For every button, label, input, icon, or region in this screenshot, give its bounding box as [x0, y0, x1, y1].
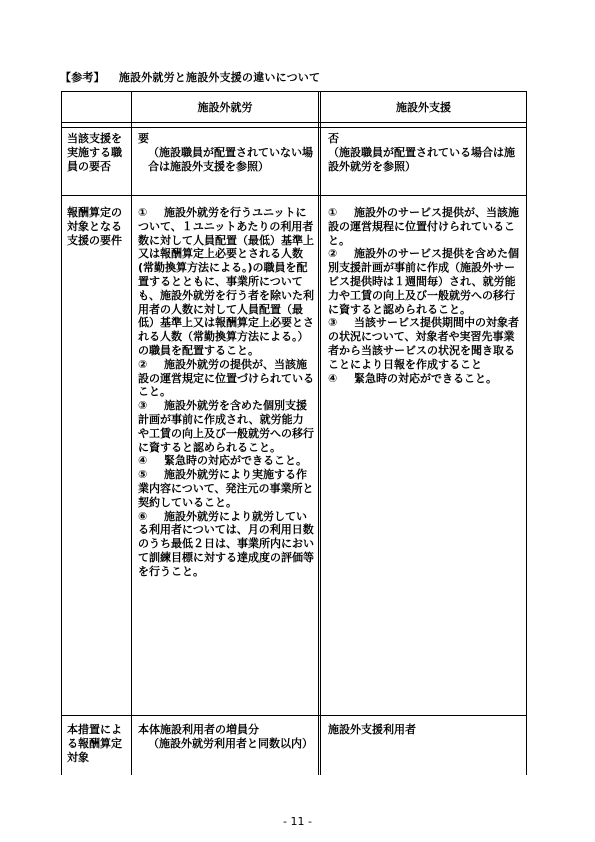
- row3-col1: [138, 723, 314, 751]
- item-number: ⑥: [138, 509, 148, 523]
- item-number: ①: [328, 206, 338, 219]
- item-number: ②: [138, 357, 148, 371]
- shuro-requirement-item: [138, 399, 314, 454]
- item-text: 施設外就労の提供が、当該施設の運営規定に位置づけられていること。: [138, 357, 314, 399]
- shuro-requirement-item: [138, 206, 314, 358]
- row3-col1-note: （施設外就労利用者と同数以内）: [148, 736, 313, 750]
- col-header-shisetsugai-shien: 施設外支援: [396, 101, 451, 114]
- row-label-requirements: 報酬算定の対象となる支援の要件: [67, 206, 122, 247]
- row1-col1-note: （施設職員が配置されていない場合は施設外支援を参照）: [148, 145, 313, 173]
- shien-requirement-item: [328, 206, 520, 247]
- item-number: ⑤: [138, 468, 148, 482]
- item-number: ①: [138, 206, 148, 219]
- item-text: 施設外のサービス提供が、当該施設の運営規程に位置付けられていること。: [328, 206, 519, 247]
- row-label-billing-target: 本措置による報酬算定対象: [67, 723, 122, 764]
- shuro-requirement-item: [138, 454, 314, 468]
- row1-col2-main: 否: [328, 132, 339, 145]
- item-number: ④: [138, 454, 148, 468]
- row3-col2: 施設外支援利用者: [328, 723, 416, 736]
- item-number: ③: [138, 399, 148, 413]
- item-text: 緊急時の対応ができること。: [354, 371, 497, 385]
- shien-requirement-item: [328, 372, 520, 386]
- item-text: 施設外就労を含めた個別支援計画が事前に作成され、就労能力や工賃の向上及び一般就労への移行に資すると認められること。: [138, 399, 314, 454]
- item-text: 当該サービス提供期間中の対象者の状況について、対象者や実習先事業者から当該サービスの状況を聞き取ることにより日報を作成すること: [328, 316, 519, 371]
- page-number: - 11 -: [283, 815, 312, 828]
- label-column-divider: [131, 92, 132, 775]
- page-heading: [60, 69, 320, 85]
- row-label-staff-required: 当該支援を実施する職員の要否: [67, 132, 122, 173]
- shuro-requirement-item: [138, 358, 314, 399]
- row3-col1-main: 本体施設利用者の増員分: [138, 723, 259, 736]
- item-number: ②: [328, 247, 338, 261]
- row2-col1-requirements: [138, 206, 314, 579]
- item-text: 施設外就労により実施する作業内容について、発注元の事業所と契約していること。: [138, 468, 314, 509]
- item-number: ④: [328, 371, 338, 385]
- middle-column-divider: [318, 92, 321, 775]
- col-header-shisetsugai-shuro: 施設外就労: [197, 101, 253, 114]
- row1-col1: [138, 132, 314, 173]
- heading-title: 施設外就労と施設外支援の違いについて: [118, 71, 321, 84]
- shien-requirement-item: [328, 316, 520, 371]
- reference-tag: 【参考】: [60, 71, 105, 84]
- shuro-requirement-item: [138, 468, 314, 509]
- row1-col2: [328, 132, 520, 173]
- row1-col1-main: 要: [138, 132, 149, 145]
- item-text: 施設外就労により就労している利用者については、月の利用日数のうち最低２日は、事業所内において訓練目標に対する達成度の評価等を行うこと。: [138, 509, 314, 578]
- item-text: 施設外就労を行うユニットについて、１ユニットあたりの利用者数に対して人員配置（最低）基準上又は報酬算定上必要とされる人数(常勤換算方法による。)の職員を配置するとともに、事業所についても、施設外就労を行う者を除いた利用者の人数に対して人員配置（最低）基準上又は報酬算定上必要とされる人数（常勤換算方法による。）の職員を配置すること。: [138, 206, 314, 357]
- item-text: 緊急時の対応ができること。: [164, 454, 307, 468]
- shuro-requirement-item: [138, 510, 314, 579]
- item-number: ③: [328, 316, 338, 330]
- shien-requirement-item: [328, 247, 520, 316]
- row1-col2-note: （施設職員が配置されている場合は施設外就労を参照）: [328, 145, 515, 173]
- item-text: 施設外のサービス提供を含めた個別支援計画が事前に作成（施設外サービス提供時は１週間毎）され、就労能力や工賃の向上及び一般就労への移行に資すると認められること。: [328, 247, 519, 316]
- comparison-table: [61, 91, 527, 775]
- row2-col2-requirements: [328, 206, 520, 385]
